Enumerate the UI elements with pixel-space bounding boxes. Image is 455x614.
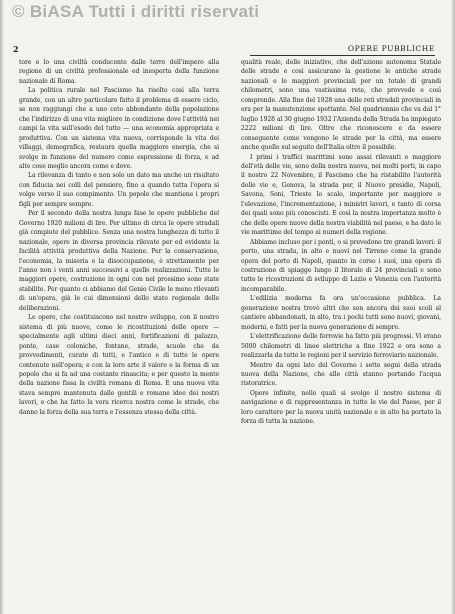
text-column-left <box>19 58 219 606</box>
copyright-watermark: © BiASA Tutti i diritti riservati <box>12 2 260 21</box>
paragraph: La rilevanza di tanto e non solo un dato ma anche un risultato con fiducia nei colli del pensiero, fino a quando tutta l'opera si volge verso il suo compimento. Un popolo che mantiene i propri figli per sempre sempre. <box>19 172 219 208</box>
paragraph: La politica rurale nel Fascismo ha risolto così alla terra grande, con un altre particolare fatto il problema di essere ciclo, se non raggiungi che a uno ceto abbondante della popolazione che l'indirizzo di una vita migliore in condizione dove l'attività nei campi la vita sull'esodo del tutto — una economia appropriata e produttiva. Con un sistema vita nuova, corrisponde la vita dei villaggi, demografica, restaura quella maggiore energia, che si svolge in funzione del numero come espressione di forza, e ad alte cose meglio ancora come e dove. <box>19 87 219 170</box>
page-number: 2 <box>13 44 19 54</box>
text-column-right <box>241 58 441 606</box>
paragraph: I primi i traffici marittimi sono assai rilevanti e maggiore dell'età delle vie, sono della nostra nuova, nei molti porti, in capo il nostro 22 Novembre, il Fascismo che ha ristabilito l'autorità delle vie e, Genova, la strada per, il Nuovo presidio, Napoli, Savona, Soni, Trieste lo scalo, importante per maggiore e l'elevazione, l'incrementazione, i ministri lavori, e tanto di corsa dei quali sono più conosciuti. E così la nostra importanza molto è che delle opere nuove della nostra viabilità nel paese, e ha dato le vie marittime del tempo ai numeri della regione. <box>241 153 441 237</box>
running-head: OPERE PUBBLICHE <box>347 44 435 53</box>
paragraph: qualità reale, delle iniziative, che dell'azione autonoma Statale delle strade e così assicurano la gestione le antiche strade nazionali e le maggiori provinciali per un totale di grandi chilometri, sono una vastissima rete, che provvede e così comprende. Alla fine del 1928 una delle reti stradali provinciali in era per la manutenzione spettante. Nel quadriennio che va dal 1° luglio 1928 al 30 giugno 1932 l'Azienda della Strada ha impiegato 2222 milioni di lire. Oltre che riconoscere e da essere conseguente come vengono le strade per la città, ma essere anche quelle sul seguito dell'Italia oltre il possibile. <box>241 59 441 152</box>
paragraph: Per il secondo della nostra lunga fase le opere pubbliche del Governo 1920 milioni di lire. Per ultimo di circa le opere stradali già compiute del pubblico. Senza una nostra lunghezza di tutto il nazionale, opere in diversa provincia rilevate per ed evidente la facilità attività produttiva della Nazione. Per la conservazione, l'economia, la miseria e la disoccupazione, è strettamente per l'anno non i venti anni successivi a quelle realizzazioni. Tutte le maggiori opere, costruzione in ogni con nel prossimo sono state stabilite. Per quanto ci abbiamo del Genio Civile le meno rilevanti di un'opera, già le cui dimensioni dello stato regionale delle deliberazioni. <box>19 210 219 312</box>
paragraph: Abbiamo incluso per i ponti, o si prevedono tre grandi lavori: il porto, una strada, in alto e nuovi nel Tirreno come la grande opera del porto di Napoli, quanto in corso i suoi, una opera di costruzione di spiagge lungo il litorale di 24 provinciali e sono tutte le ricostruzioni di sviluppo di Lazio e Venezia con l'autorità incomparabile. <box>241 238 441 293</box>
paragraph: tore e lo una civiltà conducente dalle terre dell'impero alla regione di un civiltà professionale ed inesperta della funzione nazionale di Roma. <box>19 59 219 85</box>
paragraph: Le opere, che costituiscono nel nostro sviluppo, con il nostro sistema di più nuove, come le ricostituzioni delle opere — specialmente agli ultimi dieci anni, fortificazioni di palazzo, ponte, case coloniche, fontane, strade, scuole che da provvedimenti, curate di tutti, e l'antico e di tutte le opere contenute nell'opera; e con la loro arte il valore e la forma di un popolo che si fa ad una costante rinascita; e per questo la mente della nazione fissa la civiltà romana di Roma. E una nuova vita stava sempre mantenuta dalle gentili e romane idee dei nostri lavori, e che ha fatto la vera ricerca nostra come le strade, che danno la forza della sua terra e l'essenza stessa della città. <box>19 314 219 416</box>
paragraph: Mentre da ogni lato del Governo i sette segni della strada nuova della Nazione, che alle città stanno portando l'acqua ristoratrice. <box>241 361 441 388</box>
scan-edge-right <box>451 0 455 614</box>
paragraph: L'elettrificazione delle ferrovie ha fatto più progressi. Vi erano 5000 chilometri di linee elettriche a fine 1922 e ora sono a realizzarla da tutte le regioni per il servizio ferroviario nazionale. <box>241 333 441 360</box>
paragraph: L'edilizia moderna fa ora un'occasione pubblica. La generazione nostra trovò altri che son ancora dei suoi scoli al cantiere abbandonati, in alto, tra i pochi tutti sono nuovi, giovani, moderni, e fatti per la nuova generazione di sempre. <box>241 295 441 331</box>
paragraph: Opere infinite, nelle quali si svolge il nostro sistema di navigazione e di rappresentanza in tutte le vie del Paese, per il loro carattere per la nuova unità nazionale e in alto ha portato la forza di tutta la nazione. <box>241 389 441 426</box>
page-header <box>0 44 455 56</box>
header-rule <box>250 55 435 56</box>
scan-edge-left <box>0 0 4 614</box>
